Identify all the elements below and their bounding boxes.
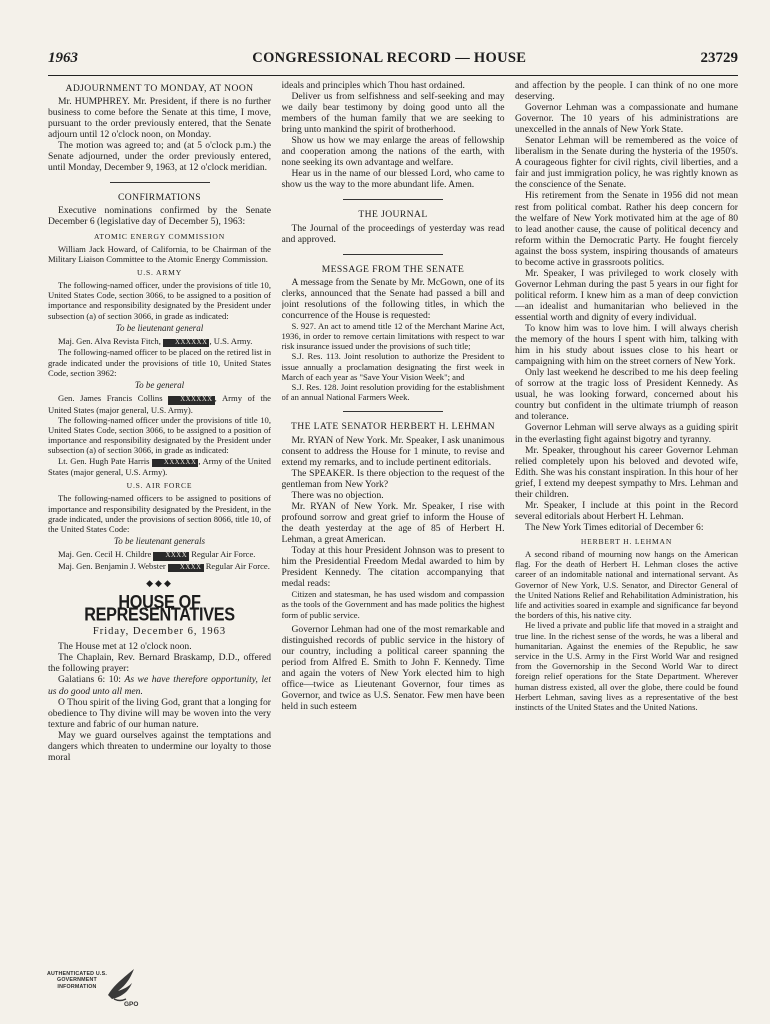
redaction-box: XXXX xyxy=(168,564,204,573)
sub-heading: U.S. ARMY xyxy=(137,267,182,277)
paragraph: Mr. Speaker, I include at this point in the Record several editorials about Herbert H. Lehman. xyxy=(515,499,738,522)
paragraph: A message from the Senate by Mr. McGown, one of its clerks, announced that the Senate had passed a bill and joint resolutions of the following titles, in which the concurrence of the House is requested: xyxy=(281,276,505,321)
column-1 xyxy=(48,80,271,1010)
paragraph: Show us how we may enlarge the areas of fellowship and cooperation among the nations of the earth, with none seeking its own advantage and welfare. xyxy=(281,135,505,169)
editorial-paragraph: A second riband of mourning now hangs on the American flag. For the death of Herbert H. Lehman closes the active career of an indomitable national and international servant. As Governor of New York, U.S. Senator, and Director General of the United Nations Relief and Rehabilitation Administration, his life and activities soared in example and significance far beyond the borders of this, his native city. xyxy=(515,548,738,621)
stamp-text: AUTHENTICATED U.S. GOVERNMENT INFORMATION xyxy=(46,971,107,990)
paragraph: The following-named officers to be assigned to positions of importance and responsibility designated by the President, in the grade indicated, under the provisions of section 8066, title 10, of the United States Code: xyxy=(48,493,271,534)
paragraph: Governor Lehman was a compassionate and humane Governor. The 10 years of his administrations are unexcelled in the annals of New York State. xyxy=(515,102,738,136)
sub-heading: ATOMIC ENERGY COMMISSION xyxy=(93,231,225,241)
paragraph: The motion was agreed to; and (at 5 o'clock p.m.) the Senate adjourned, under the order previously entered, until Monday, December 9, 1963, at 12 o'clock meridian. xyxy=(48,140,271,174)
nominee-rank: Regular Air Force. xyxy=(189,549,256,560)
paragraph: Executive nominations confirmed by the Senate December 6 (legislative day of December 5), 1963: xyxy=(48,205,271,228)
redaction-box: XXXXXX xyxy=(152,459,198,468)
nominee-name: Lt. Gen. Hugh Pate Harris xyxy=(58,455,152,466)
nominee-name: Gen. James Francis Collins xyxy=(58,393,169,404)
redaction-box: XXXXXX xyxy=(168,396,214,405)
citation-quote: Citizen and statesman, he has used wisdom and compassion as the tools of the Government and has made politics the highest form of public service. xyxy=(281,589,505,620)
paragraph: Deliver us from selfishness and self-seeking and may we daily bear testimony by doing good unto all the members of the human family that we are seeking to bring unto mankind the spirit of brotherhood. xyxy=(281,91,505,136)
nominee-name: Maj. Gen. Cecil H. Childre xyxy=(58,549,154,560)
nominee-entry xyxy=(48,336,271,348)
section-heading: ADJOURNMENT TO MONDAY, AT NOON xyxy=(65,83,254,94)
editorial-heading: HERBERT H. LEHMAN xyxy=(580,536,673,546)
verse-text: As we have therefore opportunity, let us do good unto all men. xyxy=(48,674,271,697)
paragraph: ideals and principles which Thou hast ordained. xyxy=(281,80,465,91)
gpo-authentication-stamp xyxy=(46,965,141,1015)
nominee-rank: , Army of the United States (major general, U.S. Army). xyxy=(48,455,271,478)
paragraph: There was no objection. xyxy=(291,489,384,501)
paragraph: May we guard ourselves against the temptations and dangers which threaten to undermine our loyalty to those moral xyxy=(48,729,271,763)
section-heading: CONFIRMATIONS xyxy=(117,192,202,204)
paragraph: To know him was to love him. I will always cherish the memory of the hours I spent with him, talking with him in his study about issues close to his heart or campaigning with him on the street corners of New York. xyxy=(515,323,738,368)
paragraph: Mr. HUMPHREY. Mr. President, if there is no further business to come before the Senate at this time, I move, pursuant to the order previously entered, that the Senate adjourn until 12 o'clock noon, on Monday. xyxy=(48,96,271,141)
editorial-paragraph: He lived a private and public life that moved in a straight and true line. In the richest sense of the words, he was a liberal and humanitarian. Against the enemies of the Republic, he saw service in the U.S. Army in the First World War and resigned from the Governorship in the Second World War to direct foreign relief operations for the State Department. Wherever human distress existed, all over the globe, there could be found Herbert Lehman, saving lives as a representative of the best instincts of the United States and the United Nations. xyxy=(515,620,738,713)
paragraph: The following-named officer under the provisions of title 10, United States Code, section 3066, to be assigned to a position of importance and responsibility designated by the President under subsection (a) of section 3066, in grade as indicated: xyxy=(48,414,271,456)
sub-heading: U.S. AIR FORCE xyxy=(126,481,193,491)
columns xyxy=(48,80,738,1010)
page-header xyxy=(48,50,738,76)
page-number: 23729 xyxy=(700,50,738,66)
dateline: Friday, December 6, 1963 xyxy=(92,626,227,638)
paragraph: The Chaplain, Rev. Bernard Braskamp, D.D., offered the following prayer: xyxy=(48,652,271,675)
bill-entry: S.J. Res. 113. Joint resolution to authorize the President to issue annually a proclamation designating the first week in March of each year as "Save Your Vision Week"; and xyxy=(281,351,505,382)
nominee-rank: Regular Air Force. xyxy=(203,560,270,571)
paragraph: Governor Lehman will serve always as a guiding spirit in the everlasting fight against bigotry and tyranny. xyxy=(515,422,738,445)
grade-heading: To be lieutenant generals xyxy=(114,536,205,547)
paragraph: Today at this hour President Johnson was to present to him the Presidential Freedom Medal awarded to him by President Kennedy. The citation accompanying that medal reads: xyxy=(281,544,505,590)
nominee-rank: , U.S. Army. xyxy=(209,335,253,346)
paragraph: The New York Times editorial of December 6: xyxy=(525,521,704,533)
ornament-divider: ◆◆◆ xyxy=(146,578,173,589)
divider xyxy=(110,182,210,183)
bill-entry: S. 927. An act to amend title 12 of the Merchant Marine Act, 1936, in order to remove certain limitations with respect to war risk insurance issued under the provisions of such title; xyxy=(281,320,505,352)
page-title: CONGRESSIONAL RECORD — HOUSE xyxy=(252,50,527,66)
bill-entry: S.J. Res. 128. Joint resolution providing for the establishment of an annual National Farmers Week. xyxy=(281,382,505,403)
nominee-name: Maj. Gen. Alva Revista Fitch, xyxy=(58,335,164,346)
paragraph: Mr. Speaker, throughout his career Governor Lehman relied completely upon his beloved and devoted wife, Edith. She was his constant inspiration. In this hour of her grief, I extend my deepest sympathy to Mrs. Lehman and their children. xyxy=(515,444,738,500)
paragraph: The following-named officer, under the provisions of title 10, United States Code, section 3066, to be assigned to a position of importance and responsibility designated by the President under subsection (a) of section 3066, in grade as indicated: xyxy=(48,280,271,321)
column-2 xyxy=(282,80,505,1010)
paragraph: Governor Lehman had one of the most remarkable and distinguished records of public service in the history of our country, including a political career spanning the period from Alfred E. Smith to John F. Kennedy. Time and again the voters of New York elected him to high office—twice as Lieutenant Governor, four times as Governor, and twice as U.S. Senator. Few men have been held in such esteem xyxy=(281,623,505,713)
paragraph: Mr. RYAN of New York. Mr. Speaker, I ask unanimous consent to address the House for 1 minute, to revise and extend my remarks, and to include pertinent editorials. xyxy=(281,434,505,468)
grade-heading: To be general xyxy=(134,379,185,390)
nominee-entry xyxy=(48,456,271,478)
nominee-entry xyxy=(48,549,271,561)
section-heading: THE LATE SENATOR HERBERT H. LEHMAN xyxy=(290,421,495,433)
paragraph: The Journal of the proceedings of yesterday was read and approved. xyxy=(281,222,505,245)
page-year: 1963 xyxy=(48,50,78,66)
grade-heading: To be lieutenant general xyxy=(115,322,204,333)
paragraph: The House met at 12 o'clock noon. xyxy=(58,641,192,653)
nominee-rank: , Army of the United States (major general, U.S. Army). xyxy=(48,393,271,415)
gpo-label: GPO xyxy=(124,1001,139,1008)
paragraph: The following-named officer to be placed on the retired list in grade indicated under the provisions of title 10, United States Code, section 3962: xyxy=(48,347,271,378)
paragraph: and affection by the people. I can think of no one more deserving. xyxy=(515,80,738,103)
verse-ref: Galatians 6: 10: xyxy=(58,674,125,686)
paragraph: William Jack Howard, of California, to be Chairman of the Military Liaison Committee to the Atomic Energy Commission. xyxy=(48,243,271,264)
paragraph: Mr. RYAN of New York. Mr. Speaker, I rise with profound sorrow and great grief to inform the House of the death yesterday at the age of 85 of Herbert H. Lehman, a great American. xyxy=(281,500,505,545)
paragraph: Only last weekend he described to me his deep feeling of sorrow at the tragic loss of President Kennedy. As usual, he was looking forward, concerned about his country but confident in the ultimate triumph of reason and tolerance. xyxy=(515,367,738,423)
scripture-verse xyxy=(48,674,271,696)
paragraph: The SPEAKER. Is there objection to the request of the gentleman from New York? xyxy=(281,467,505,490)
paragraph: Senator Lehman will be remembered as the voice of liberalism in the Senate during the hysteria of the 1950's. A courageous fighter for civil rights, civil liberties, and a fair and just immigration policy, he was rightly known as the conscience of the Senate. xyxy=(515,135,738,191)
divider xyxy=(343,254,443,255)
section-heading: MESSAGE FROM THE SENATE xyxy=(321,263,465,275)
divider xyxy=(343,411,443,412)
section-heading: THE JOURNAL xyxy=(358,209,428,221)
paragraph: Mr. Speaker, I was privileged to work closely with Governor Lehman during the past 5 years in our fight for political reform. I knew him as a man of deep conviction—an idealist and humanitarian who believed in the essential worth and dignity of every individual. xyxy=(515,267,738,323)
nominee-entry xyxy=(48,561,271,573)
redaction-box: XXXXXX xyxy=(163,339,209,348)
divider xyxy=(343,199,443,200)
nominee-name: Maj. Gen. Benjamin J. Webster xyxy=(58,560,168,571)
house-title: HOUSE OF REPRESENTATIVES xyxy=(84,591,235,626)
record-page xyxy=(48,50,738,1010)
paragraph: His retirement from the Senate in 1956 did not mean rest from political combat. Rather his deep concern for the welfare of New York motivated him at the age of 80 to lead another cause, the cause of political decency and reform within the Democratic Party. He fought fiercely against the boss system, inspiring thousands of amateurs to become active in grassroots politics. xyxy=(515,190,738,268)
paragraph: O Thou spirit of the living God, grant that a longing for obedience to Thy divine will may be woven into the very texture and fabric of our human nature. xyxy=(48,696,271,730)
redaction-box: XXXX xyxy=(153,552,189,561)
nominee-entry xyxy=(48,393,271,415)
column-3 xyxy=(515,80,738,1010)
eagle-icon xyxy=(104,965,138,1005)
paragraph: Hear us in the name of our blessed Lord, who came to show us the way to the more abundant life. Amen. xyxy=(281,168,505,191)
